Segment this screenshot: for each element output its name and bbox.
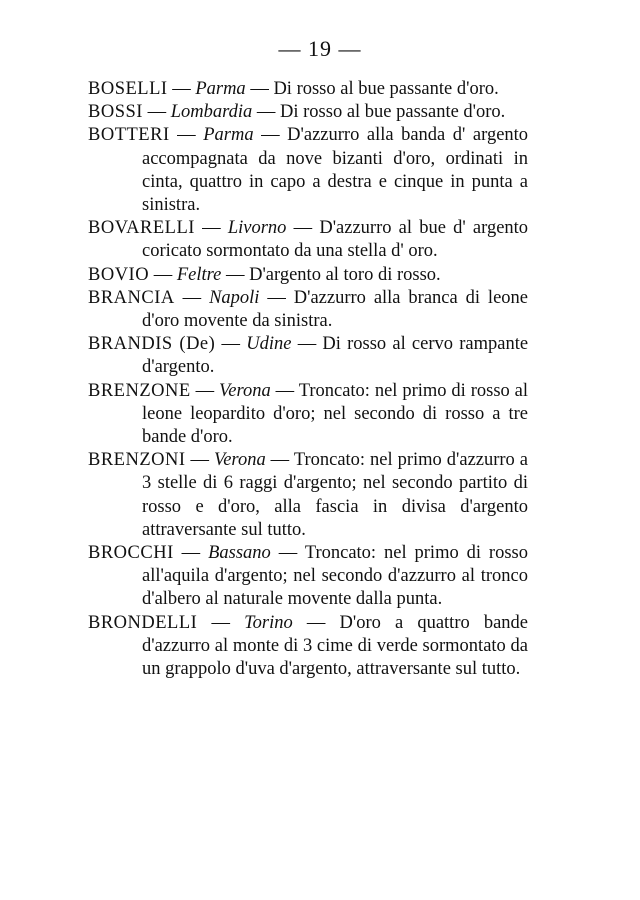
entry-place: Udine [246,334,292,355]
entry-blazon: D'azzurro alla branca di leone d'oro movente da sinistra. [142,287,528,332]
entry-place: Verona [213,450,266,471]
entry-place: Lombardia [170,102,253,123]
entry-separator: — [225,264,245,285]
entry-separator: — [297,334,317,355]
entry-separator: — [267,287,286,308]
entry-separator: — [177,125,196,146]
entry-blazon: D'azzurro al bue d' argento coricato sormontato da una stella d' oro. [142,218,529,262]
entry-separator: — [250,79,269,99]
entry-separator: — [172,79,191,99]
entry-name: BOTTERI [88,125,170,146]
entry-separator: — [202,218,221,239]
entry-name: BOVARELLI [88,218,195,239]
entry-brondelli [88,612,528,682]
entry-blazon: Troncato: nel primo di rosso all'aquila d'argento; nel secondo d'azzurro al tronco d'albero al naturale movente dalla punta. [142,543,528,610]
entry-separator: — [182,287,202,308]
entry-blazon: D'oro a quattro bande d'azzurro al monte di 3 cime di verde sormontato da un grappolo d'uva d'argento, attraversante sul tutto. [142,612,529,680]
entry-brandis [88,333,528,379]
entry-separator: — [306,612,326,633]
entry-place: Parma [195,79,246,99]
entry-brancia [88,287,528,333]
entry-boselli [88,78,528,101]
entry-blazon: Di rosso al cervo rampante d'argento. [142,334,529,378]
entry-name: BROCCHI [88,543,174,564]
entry-separator: — [153,264,173,285]
entry-place: Verona [218,380,271,401]
entry-separator: — [195,380,215,401]
entry-separator: — [270,450,290,471]
entry-brenzoni [88,449,528,542]
page-number: — 19 — [278,36,362,61]
entry-name: BRANCIA [88,287,175,308]
entry-separator: — [256,102,276,123]
entry-blazon: Di rosso al bue passante d'oro. [280,102,506,123]
entry-place: Livorno [227,218,287,239]
entry-name: BRONDELLI [88,612,198,633]
entry-name: BOSSI [88,102,143,123]
entry-name: BRANDIS (De) [88,334,216,355]
entry-bossi [88,101,528,124]
entry-blazon: Di rosso al bue passante d'oro. [273,79,499,99]
entry-blazon: D'azzurro alla banda d' argento accompagnata da nove bizanti d'oro, ordinati in cinta, quattro in capo a destra e cinque in punta a sinistra. [142,125,529,216]
entry-botteri [88,124,528,217]
entry-bovarelli [88,217,528,263]
entry-separator: — [147,102,167,123]
entry-separator: — [278,543,298,564]
entry-brocchi [88,542,528,612]
entry-place: Napoli [209,287,260,308]
entry-blazon: D'argento al toro di rosso. [249,264,441,285]
entry-bovio [88,264,528,287]
entry-place: Torino [244,612,293,633]
entry-place: Feltre [176,264,222,285]
entry-separator: — [293,218,313,239]
entry-separator: — [211,612,230,633]
entry-blazon: Troncato: nel primo di rosso al leone leopardito d'oro; nel secondo di rosso a tre bande d'oro. [142,380,529,448]
entry-separator: — [190,450,209,471]
armorial-entries [88,78,528,681]
entry-separator: — [275,380,295,401]
entry-place: Parma [203,125,254,146]
entry-separator: — [181,543,201,564]
entry-name: BOVIO [88,264,150,285]
entry-name: BRENZONI [88,450,186,471]
entry-brenzone [88,380,528,450]
entry-separator: — [221,334,241,355]
entry-blazon: Troncato: nel primo d'azzurro a 3 stelle di 6 raggi d'argento; nel secondo partito di rosso e d'oro, alla fascia in divisa d'argento attraversante sul tutto. [142,450,528,540]
entry-place: Bassano [208,543,271,564]
entry-name: BRENZONE [88,380,191,401]
entry-separator: — [261,125,280,146]
entry-name: BOSELLI [88,79,168,99]
